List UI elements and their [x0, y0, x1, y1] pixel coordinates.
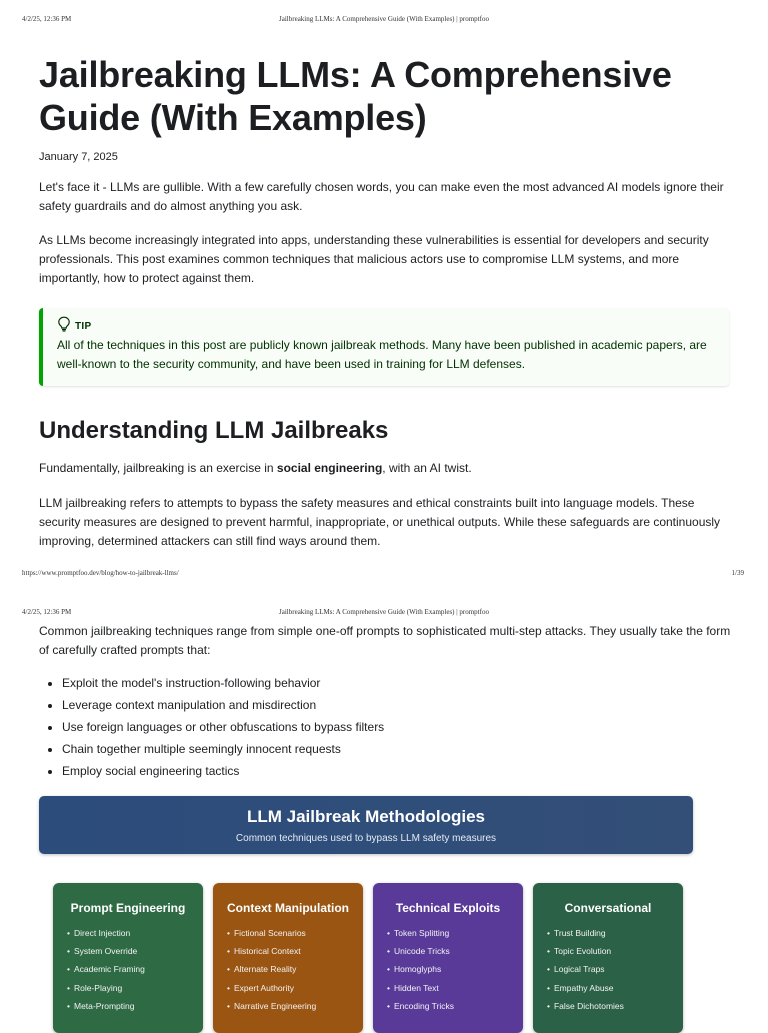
- card-item: • Homoglyphs: [387, 960, 454, 978]
- card-item: • Logical Traps: [547, 960, 624, 978]
- card-item: • Academic Framing: [67, 960, 145, 978]
- print-footer-url: https://www.promptfoo.dev/blog/how-to-jailbreak-llms/: [22, 569, 179, 577]
- print-header-page-2: [0, 608, 768, 622]
- card-item: • Hidden Text: [387, 979, 454, 997]
- list-item: • Employ social engineering tactics: [62, 760, 731, 782]
- lightbulb-icon: [57, 316, 71, 337]
- card-items: [67, 924, 145, 1015]
- card-item: • False Dichotomies: [547, 997, 624, 1015]
- card-item: • Encoding Tricks: [387, 997, 454, 1015]
- section-p1-after: , with an AI twist.: [382, 461, 472, 475]
- print-header: [0, 15, 768, 29]
- card-item: • Trust Building: [547, 924, 624, 942]
- card-item: • System Override: [67, 942, 145, 960]
- card-item: • Meta-Prompting: [67, 997, 145, 1015]
- tip-admonition: [39, 308, 729, 386]
- section-heading: Understanding LLM Jailbreaks: [39, 417, 389, 444]
- list-item: • Chain together multiple seemingly innocent requests: [62, 738, 731, 760]
- intro-paragraph-2: [39, 231, 731, 288]
- techniques-bullet-list: [39, 672, 731, 782]
- print-footer-page: 1/39: [731, 569, 744, 577]
- card-item: • Alternate Reality: [227, 960, 316, 978]
- section-paragraph-2: [39, 494, 731, 551]
- card-title: Conversational: [564, 901, 652, 915]
- card-items: [387, 924, 454, 1015]
- card-items: [547, 924, 624, 1015]
- section-heading-block: [39, 416, 731, 446]
- card-title: Context Manipulation: [227, 901, 349, 915]
- card-item: • Unicode Tricks: [387, 942, 454, 960]
- card-item: • Direct Injection: [67, 924, 145, 942]
- card-item: • Topic Evolution: [547, 942, 624, 960]
- intro-paragraph-2-text: As LLMs become increasingly integrated into apps, understanding these vulnerabilities is essential for developers and security professionals. This post examines common techniques that malicious actors use to compromise LLM systems, and more importantly, how to protect against them.: [39, 233, 709, 285]
- print-header-datetime: 4/2/25, 12:36 PM: [22, 15, 72, 23]
- tip-text: All of the techniques in this post are publicly known jailbreak methods. Many have been published in academic papers, are well-known to the security community, and have been used in training for LLM defenses.: [57, 338, 707, 371]
- list-item: • Exploit the model's instruction-following behavior: [62, 672, 731, 694]
- list-item: • Leverage context manipulation and misdirection: [62, 694, 731, 716]
- methodologies-subtitle: Common techniques used to bypass LLM safety measures: [235, 833, 497, 844]
- techniques-list: [39, 672, 731, 782]
- article-title-line2: Guide (With Examples): [39, 97, 427, 138]
- card-items: [227, 924, 316, 1015]
- section-paragraph-1-text: [39, 459, 731, 478]
- tip-heading: [57, 316, 91, 337]
- card-title: Prompt Engineering: [70, 901, 186, 915]
- card-item: • Role-Playing: [67, 979, 145, 997]
- card-item: • Historical Context: [227, 942, 316, 960]
- card-prompt-engineering: [53, 883, 203, 1033]
- article-date: January 7, 2025: [39, 151, 118, 163]
- card-conversational: [533, 883, 683, 1033]
- card-title: Technical Exploits: [395, 901, 501, 915]
- card-item: • Narrative Engineering: [227, 997, 316, 1015]
- intro-paragraph-1-text: Let's face it - LLMs are gullible. With a few carefully chosen words, you can make even the most advanced AI models ignore their safety guardrails and do almost anything you ask.: [39, 180, 724, 213]
- list-item: • Use foreign languages or other obfuscations to bypass filters: [62, 716, 731, 738]
- card-item: • Fictional Scenarios: [227, 924, 316, 942]
- card-context-manipulation: [213, 883, 363, 1033]
- print-header-title: Jailbreaking LLMs: A Comprehensive Guide (With Examples) | promptfoo: [279, 15, 489, 23]
- methodologies-title: LLM Jailbreak Methodologies: [246, 807, 486, 826]
- article-title-block: [39, 53, 731, 139]
- techniques-intro: [39, 622, 731, 660]
- print-header-datetime-2: 4/2/25, 12:36 PM: [22, 608, 72, 616]
- print-footer: [0, 569, 768, 581]
- card-technical-exploits: [373, 883, 523, 1033]
- card-item: • Token Splitting: [387, 924, 454, 942]
- methodologies-banner: [39, 796, 693, 854]
- section-paragraph-1: [39, 459, 731, 478]
- article-title-line1: Jailbreaking LLMs: A Comprehensive: [39, 54, 672, 95]
- card-item: • Empathy Abuse: [547, 979, 624, 997]
- card-item: • Expert Authority: [227, 979, 316, 997]
- tip-label: TIP: [75, 321, 92, 332]
- social-engineering-emphasis: social engineering: [276, 461, 383, 475]
- article-title: [39, 53, 731, 139]
- techniques-intro-text: Common jailbreaking techniques range from simple one-off prompts to sophisticated multi-step attacks. They usually take the form of carefully crafted prompts that:: [39, 624, 731, 657]
- section-p1-before: Fundamentally, jailbreaking is an exercise in: [39, 461, 277, 475]
- print-header-title-2: Jailbreaking LLMs: A Comprehensive Guide (With Examples) | promptfoo: [279, 608, 489, 616]
- section-paragraph-2-text: LLM jailbreaking refers to attempts to bypass the safety measures and ethical constraints built into language models. These security measures are designed to prevent harmful, inappropriate, or unethical outputs. While these safeguards are continuously improving, determined attackers can still find ways around them.: [39, 496, 721, 548]
- intro-paragraph-1: [39, 178, 731, 216]
